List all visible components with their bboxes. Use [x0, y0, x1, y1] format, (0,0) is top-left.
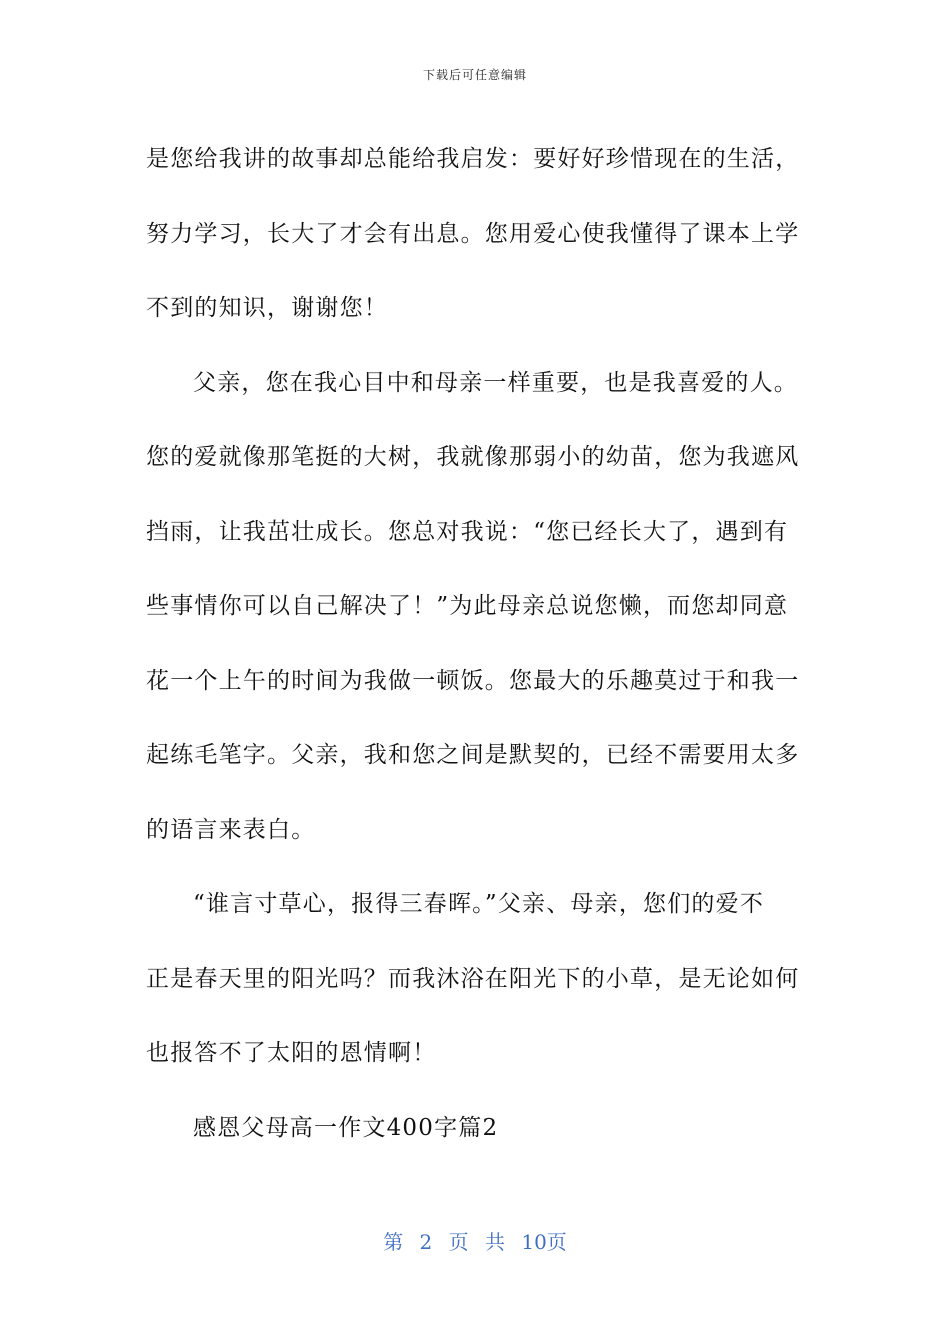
paragraph-start-line: 父亲，您在我心目中和母亲一样重要，也是我喜爱的人。 [193, 369, 798, 396]
section-heading: 感恩父母高一作文400字篇2 [193, 1114, 499, 1141]
text-line: 努力学习，长大了才会有出息。您用爱心使我懂得了课本上学 [146, 220, 800, 247]
text-line: 起练毛笔字。父亲，我和您之间是默契的，已经不需要用太多 [146, 742, 800, 768]
text-line: 是您给我讲的故事却总能给我启发：要好好珍惜现在的生活， [146, 146, 800, 172]
text-line: 花一个上午的时间为我做一顿饭。您最大的乐趣莫过于和我一 [146, 667, 800, 694]
paragraph-start-line: “谁言寸草心，报得三春晖。”父亲、母亲，您们的爱不 [193, 891, 765, 917]
document-body [146, 122, 800, 1165]
text-line: 也报答不了太阳的恩情啊！ [146, 1040, 437, 1066]
text-line: 您的爱就像那笔挺的大树，我就像那弱小的幼苗，您为我遮风 [146, 444, 800, 470]
text-line: 正是春天里的阳光吗？而我沐浴在阳光下的小草，是无论如何 [146, 965, 800, 992]
text-line: 的语言来表白。 [146, 816, 316, 843]
text-line: 些事情你可以自己解决了！”为此母亲总说您懒，而您却同意 [146, 593, 789, 619]
text-line: 不到的知识，谢谢您！ [146, 295, 388, 321]
page-header-note: 下载后可任意编辑 [422, 68, 527, 82]
text-line: 挡雨，让我茁壮成长。您总对我说：“您已经长大了，遇到有 [146, 518, 789, 545]
page-number-footer: 第 2 页 共 10页 [383, 1230, 567, 1254]
